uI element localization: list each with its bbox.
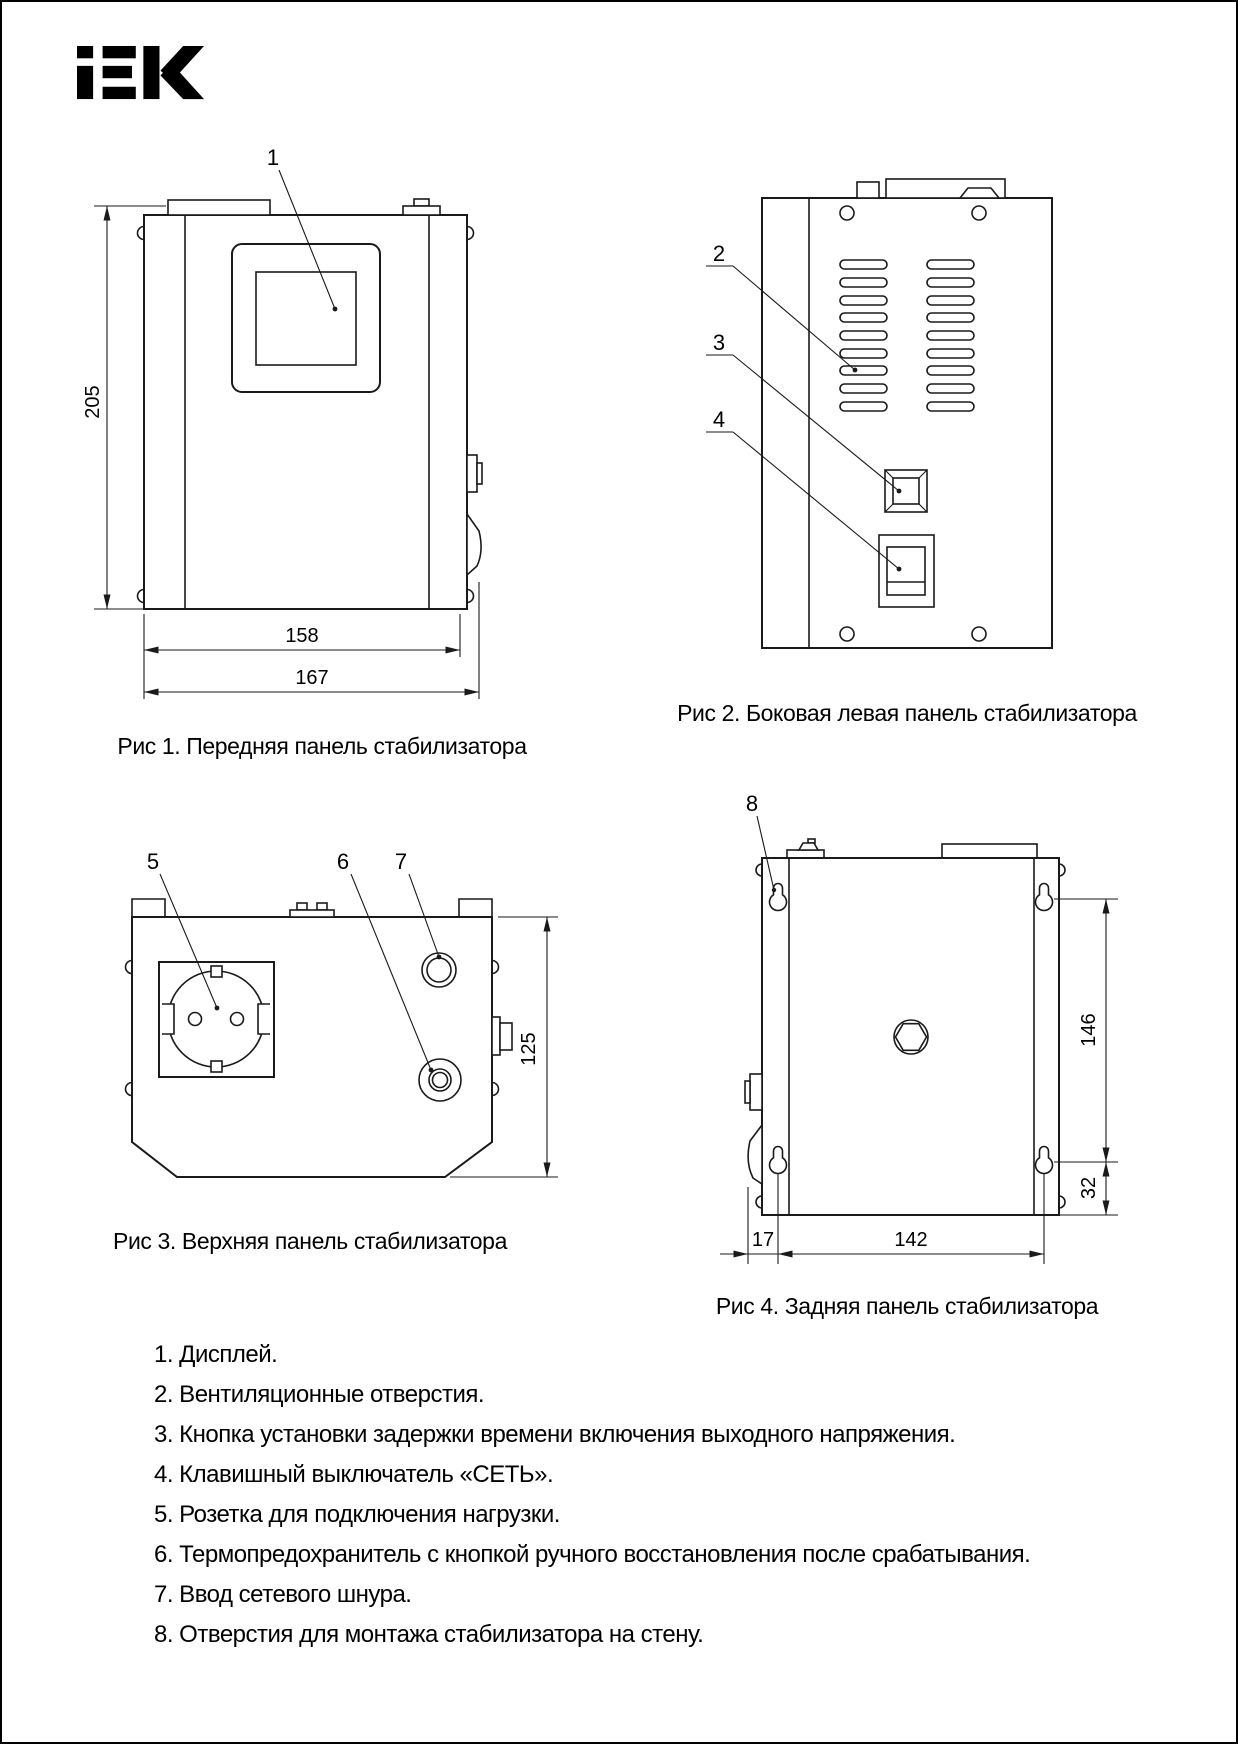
- side-connector: [492, 1017, 500, 1055]
- clamp-bump: [799, 843, 818, 850]
- dim-125-label: 125: [518, 1032, 540, 1066]
- dim-146-label: 146: [1078, 1013, 1100, 1047]
- power-switch: [879, 535, 934, 607]
- thermal-fuse-button: [433, 1073, 448, 1088]
- side-connector-inner: [500, 1023, 512, 1050]
- side-panel-drawing: [762, 179, 1052, 648]
- figure-4-back-panel: [652, 782, 1192, 1277]
- callout-3-delay-button: 3: [712, 330, 726, 355]
- legend-item-display: 1. Дисплей.: [154, 1341, 278, 1368]
- display-bezel: [232, 244, 380, 392]
- back-panel-drawing: [745, 839, 1065, 1215]
- iek-logo: [77, 44, 205, 102]
- legend-list: [154, 1335, 1194, 1655]
- dim-205-label: 205: [82, 385, 104, 419]
- callout-4-power-switch: 4: [712, 407, 726, 432]
- figure-1-front-panel: [62, 122, 502, 722]
- front-panel-drawing: [138, 199, 483, 609]
- socket-pin-hole: [231, 1013, 244, 1026]
- callout-8-mount-holes: 8: [745, 791, 759, 816]
- screw-hole: [972, 206, 986, 220]
- legend-item-cord-entry: 7. Ввод сетевого шнура.: [154, 1581, 412, 1608]
- socket-key-top: [211, 966, 222, 977]
- dim-142-label: 142: [894, 1229, 928, 1251]
- side-connector-profile: [750, 1074, 762, 1110]
- top-nub-right: [414, 199, 429, 206]
- legend-item-delay-button: 3. Кнопка установки задержки времени включения выходного напряжения.: [154, 1421, 956, 1448]
- dim-158-label: 158: [285, 625, 319, 647]
- figure-3-top-panel: [62, 842, 582, 1192]
- cord-entry-inner: [427, 958, 451, 982]
- top-panel-drawing: [126, 899, 513, 1177]
- side-switch-profile: [467, 514, 481, 575]
- dim-32-label: 32: [1078, 1176, 1100, 1200]
- legend-item-thermal-fuse: 6. Термопредохранитель с кнопкой ручного восстановления после срабатывания.: [154, 1541, 1031, 1568]
- iek-logo-glyphs: [77, 46, 204, 99]
- socket-well: [168, 971, 264, 1067]
- figure-3-caption: Рис 3. Верхняя панель стабилизатора: [113, 1228, 507, 1254]
- figure-2-side-panel: [622, 152, 1182, 672]
- side-connector-inner: [745, 1081, 750, 1103]
- side-connector: [467, 455, 477, 492]
- top-tab-small: [857, 182, 879, 198]
- flange-left: [132, 899, 165, 917]
- dim-17-label: 17: [751, 1229, 775, 1251]
- top-tab-left: [168, 200, 270, 215]
- delay-button: [885, 470, 927, 512]
- socket-key-bottom: [211, 1061, 222, 1072]
- clamp-tooth: [317, 903, 327, 910]
- socket-pin-hole: [189, 1013, 202, 1026]
- figure-4-caption: Рис 4. Задняя панель стабилизатора: [715, 1293, 1099, 1319]
- load-socket: [159, 962, 274, 1077]
- callout-7-cord-entry: 7: [394, 849, 408, 874]
- dim-167-label: 167: [295, 667, 329, 689]
- bolt-washer: [894, 1020, 928, 1054]
- callout-5-socket: 5: [146, 849, 160, 874]
- figure-2-caption: Рис 2. Боковая левая панель стабилизатора: [677, 700, 1137, 726]
- figure-1-caption: Рис 1. Передняя панель стабилизатора: [117, 733, 527, 759]
- screw-hole: [840, 206, 854, 220]
- top-tab-left: [787, 850, 824, 858]
- callout-6-thermal-fuse: 6: [336, 849, 350, 874]
- side-switch-profile: [748, 1125, 762, 1184]
- top-tab-right: [942, 844, 1037, 858]
- flange-right: [459, 899, 492, 917]
- legend-item-vents: 2. Вентиляционные отверстия.: [154, 1381, 485, 1408]
- callout-1-display: 1: [266, 145, 280, 170]
- callout-2-vents: 2: [712, 241, 726, 266]
- legend-item-mount-holes: 8. Отверстия для монтажа стабилизатора на стену.: [154, 1621, 704, 1648]
- screw-hole: [972, 627, 986, 641]
- legend-item-socket: 5. Розетка для подключения нагрузки.: [154, 1501, 560, 1528]
- clamp-tooth: [297, 903, 307, 910]
- side-connector-inner: [477, 463, 482, 484]
- cable-clamp: [290, 910, 334, 917]
- legend-item-power-switch: 4. Клавишный выключатель «СЕТЬ».: [154, 1461, 554, 1488]
- top-tab-right: [403, 206, 440, 215]
- screw-hole: [840, 627, 854, 641]
